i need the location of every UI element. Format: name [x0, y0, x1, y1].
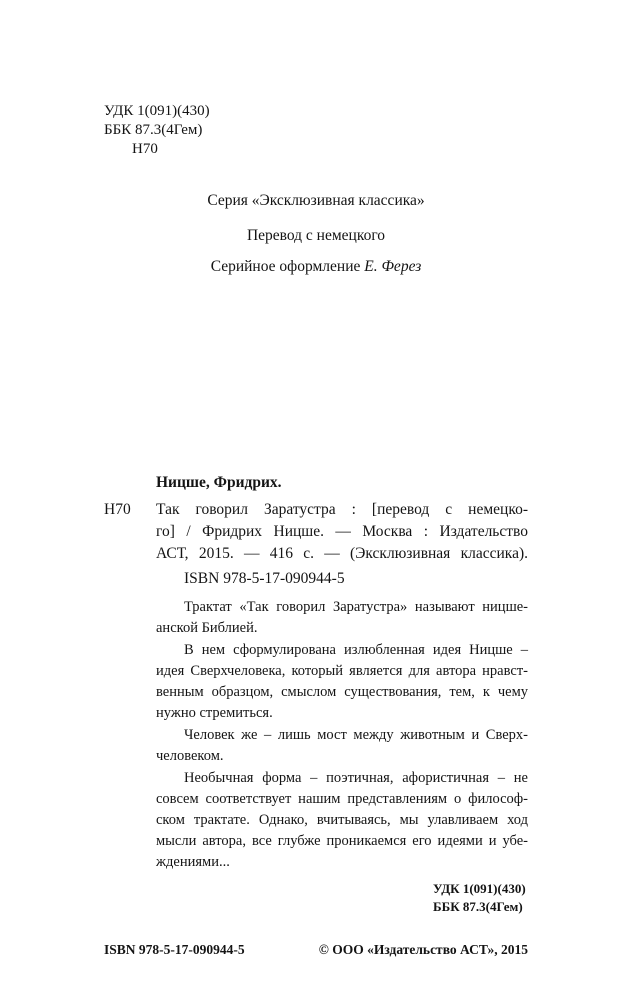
annotation-line: нужно стремиться.: [156, 705, 273, 721]
annotation-line: ском трактате. Однако, вчитываясь, мы улавливаем ход: [156, 812, 528, 828]
design-line: [0, 258, 632, 276]
record-description-line: АСТ, 2015. — 416 с. — (Эксклюзивная классика).: [156, 545, 528, 562]
bbk-code: ББК 87.3(4Гем): [104, 122, 203, 138]
annotation-line: В нем сформулирована излюбленная идея Ницше –: [184, 642, 528, 658]
annotation-line: совсем соответствует нашим представлениям о философ-: [156, 791, 528, 807]
record-isbn: ISBN 978-5-17-090944-5: [184, 570, 345, 587]
udk-code-bottom: УДК 1(091)(430): [433, 881, 526, 896]
footer-copyright: © ООО «Издательство АСТ», 2015: [318, 942, 528, 957]
annotation-line: идея Сверхчеловека, который является для автора нравст-: [156, 663, 528, 679]
record-description-line: Так говорил Заратустра : [перевод с немецко-: [156, 501, 528, 518]
annotation-line: мысли автора, все глубже проникаемся его идеями и убе-: [156, 833, 528, 849]
translation-line: Перевод с немецкого: [246, 227, 386, 244]
footer-isbn: ISBN 978-5-17-090944-5: [104, 942, 245, 957]
annotation-line: Человек же – лишь мост между животным и Сверх-: [184, 727, 528, 743]
designer-name: Е. Ферез: [364, 258, 422, 275]
design-prefix: Серийное оформление: [210, 258, 365, 275]
author-mark: Н70: [132, 141, 158, 157]
record-author-mark: Н70: [104, 501, 131, 518]
annotation-line: человеком.: [156, 748, 224, 764]
annotation-line: Трактат «Так говорил Заратустра» называют ницше-: [184, 599, 528, 615]
udk-code: УДК 1(091)(430): [104, 103, 210, 119]
series-line: Серия «Эксклюзивная классика»: [207, 192, 425, 209]
record-description-line: го] / Фридрих Ницше. — Москва : Издательство: [156, 523, 528, 540]
record-author: Ницше, Фридрих.: [156, 474, 282, 491]
annotation-line: ждениями...: [156, 854, 230, 870]
annotation-line: венным образцом, смыслом существования, тем, к чему: [156, 684, 528, 700]
annotation-line: анской Библией.: [156, 620, 258, 636]
annotation-line: Необычная форма – поэтичная, афористичная – не: [184, 770, 528, 786]
bbk-code-bottom: ББК 87.3(4Гем): [433, 899, 523, 914]
